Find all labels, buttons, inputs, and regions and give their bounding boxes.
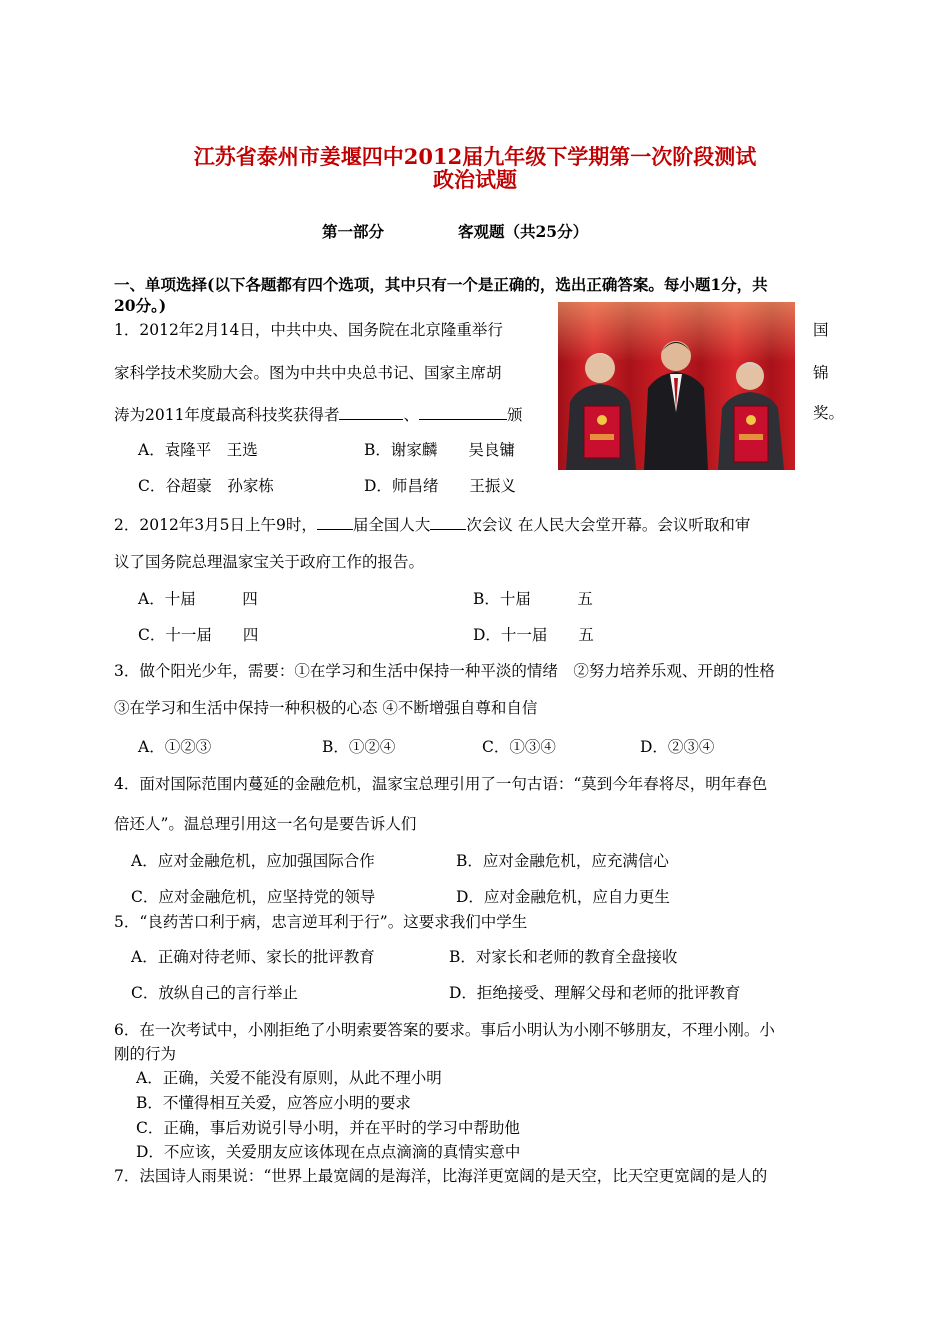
part-label: 第一部分 — [322, 222, 385, 241]
q1-line1-end: 国 — [813, 321, 829, 339]
q2-line1-mid: 届全国人大 — [352, 516, 431, 534]
q2-line2: 议了国务院总理温家宝关于政府工作的报告。 — [114, 553, 425, 571]
q1-line3-tail: 颁 — [506, 406, 523, 424]
q6-option-d: D．不应该，关爱朋友应该体现在点点滴滴的真情实意中 — [136, 1143, 521, 1161]
q1-option-d: D．师昌绪 王振义 — [364, 477, 516, 495]
q6-line2: 刚的行为 — [114, 1045, 177, 1063]
q2-option-a: A．十届 四 — [138, 590, 258, 608]
q2-option-b: B．十届 五 — [473, 590, 593, 608]
q4-line1: 4．面对国际范围内蔓延的金融危机，温家宝总理引用了一句古语：“莫到今年春将尽，明年春色 — [114, 775, 768, 793]
q6-line1: 6．在一次考试中，小刚拒绝了小明索要答案的要求。事后小明认为小刚不够朋友，不理小刚。小 — [114, 1021, 775, 1039]
q1-option-a: A．袁隆平 王选 — [138, 441, 258, 459]
q1-option-c: C．谷超豪 孙家栋 — [138, 477, 274, 495]
part-subtitle: 客观题（共25分） — [458, 222, 589, 241]
q4-option-a: A．应对金融危机，应加强国际合作 — [131, 852, 375, 870]
q5-option-d: D．拒绝接受、理解父母和老师的批评教育 — [449, 984, 741, 1002]
q4-option-d: D．应对金融危机，应自力更生 — [456, 888, 670, 906]
q1-line3-text: 涛为2011年度最高科技奖获得者 — [114, 406, 340, 424]
q1-line2-end: 锦 — [813, 364, 829, 382]
q3-option-a: A．①②③ — [138, 738, 212, 756]
q4-option-b: B．应对金融危机，应充满信心 — [456, 852, 669, 870]
q1-line3-end: 奖。 — [813, 404, 845, 422]
section-heading-cont: 20分。) — [114, 296, 167, 315]
q2-option-c: C．十一届 四 — [138, 626, 259, 644]
q3-line1: 3．做个阳光少年，需要：①在学习和生活中保持一种平淡的情绪 ②努力培养乐观、开朗的性格 — [114, 662, 775, 680]
q6-option-a: A．正确，关爱不能没有原则，从此不理小明 — [136, 1069, 442, 1087]
q4-line2: 倍还人”。温总理引用这一名句是要告诉人们 — [114, 815, 417, 833]
award-ceremony-photo — [558, 302, 795, 470]
q2-line1-text: 2．2012年3月5日上午9时， — [114, 516, 317, 534]
photo-illustration — [558, 302, 795, 470]
answer-blank — [339, 403, 403, 420]
q2-line1-tail: 次会议 在人民大会堂开幕。会议听取和审 — [466, 516, 751, 534]
q5-option-a: A．正确对待老师、家长的批评教育 — [131, 948, 375, 966]
q3-option-d: D．②③④ — [640, 738, 715, 756]
document-subtitle: 政治试题 — [433, 167, 517, 192]
q2-line1 — [114, 513, 750, 535]
q7-line1: 7．法国诗人雨果说：“世界上最宽阔的是海洋，比海洋更宽阔的是天空，比天空更宽阔的是人的 — [114, 1167, 768, 1185]
section-heading: 一、单项选择(以下各题都有四个选项，其中只有一个是正确的，选出正确答案。每小题1分，共 — [114, 275, 768, 294]
q6-option-b: B．不懂得相互关爱，应答应小明的要求 — [136, 1094, 411, 1112]
q3-option-b: B．①②④ — [322, 738, 396, 756]
q1-option-b: B．谢家麟 吴良镛 — [364, 441, 515, 459]
q1-line3-sep: 、 — [403, 406, 419, 424]
q6-option-c: C．正确，事后劝说引导小明，并在平时的学习中帮助他 — [136, 1119, 520, 1137]
document-title: 江苏省泰州市姜堰四中2012届九年级下学期第一次阶段测试 — [193, 144, 757, 169]
q3-line2: ③在学习和生活中保持一种积极的心态 ④不断增强自尊和自信 — [114, 699, 538, 717]
answer-blank — [430, 513, 466, 530]
q5-option-b: B．对家长和老师的教育全盘接收 — [449, 948, 678, 966]
q1-line2: 家科学技术奖励大会。图为中共中央总书记、国家主席胡 — [114, 364, 502, 382]
answer-blank — [419, 403, 507, 420]
q1-line3 — [114, 403, 522, 425]
q3-option-c: C．①③④ — [482, 738, 556, 756]
q2-option-d: D．十一届 五 — [473, 626, 594, 644]
q1-line1: 1．2012年2月14日，中共中央、国务院在北京隆重举行 — [114, 321, 503, 339]
q4-option-c: C．应对金融危机，应坚持党的领导 — [131, 888, 376, 906]
q5-option-c: C．放纵自己的言行举止 — [131, 984, 298, 1002]
answer-blank — [317, 513, 353, 530]
q5-line1: 5．“良药苦口利于病，忠言逆耳利于行”。这要求我们中学生 — [114, 913, 528, 931]
